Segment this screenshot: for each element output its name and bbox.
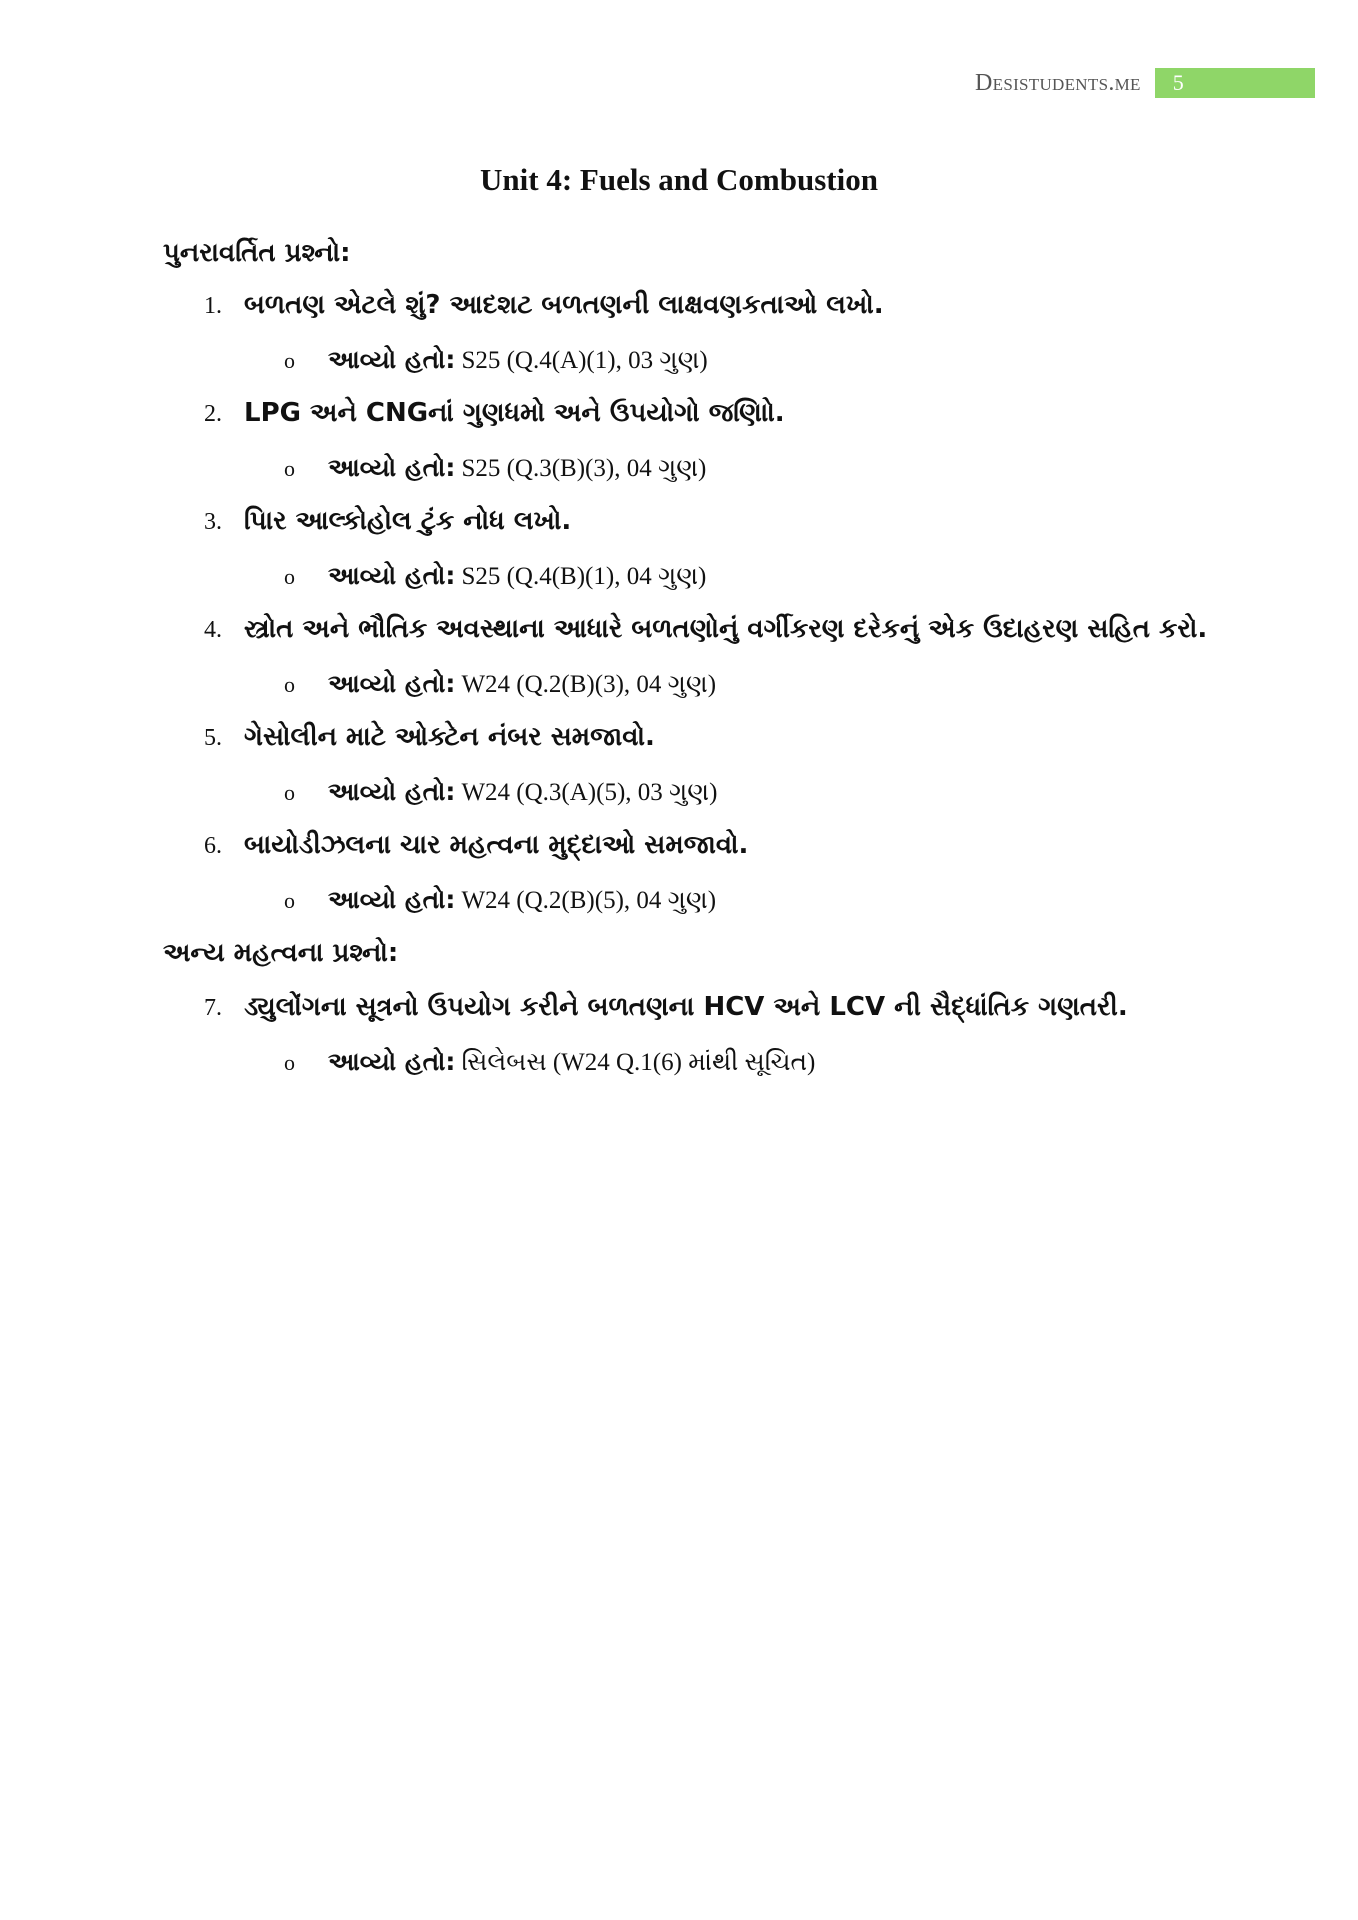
asked-item (284, 561, 706, 591)
question-item (204, 992, 1128, 1023)
question-text: ગેસોલીન માટે ઓક્ટેન નંબર સમજાવો. (244, 722, 655, 752)
asked-label: આવ્યો હતો: (328, 561, 456, 590)
bullet-icon: o (284, 348, 295, 373)
asked-label: આવ્યો હતો: (328, 777, 456, 806)
asked-item (284, 669, 716, 699)
question-text: સ્ત્રોત અને ભૌતિક અવસ્થાના આધારે બળતણોનું વર્ગીકરણ દરેકનું એક ઉદાહરણ સહિત કરો. (244, 614, 1208, 644)
bullet-icon: o (284, 456, 295, 481)
question-text: પાિર આલ્કોહોલ ટુંક નોધ લખો. (244, 506, 572, 536)
question-item (204, 290, 884, 321)
question-item (204, 398, 785, 429)
question-number: 5. (204, 725, 222, 751)
bullet-icon: o (284, 564, 295, 589)
asked-value: W24 (Q.3(A)(5), 03 ગુણ) (461, 779, 718, 806)
site-name: Desistudents.me (975, 70, 1141, 96)
asked-value: W24 (Q.2(B)(5), 04 ગુણ) (461, 887, 717, 914)
asked-label: આવ્યો હતો: (328, 345, 456, 374)
asked-value: S25 (Q.4(B)(1), 04 ગુણ) (461, 563, 707, 590)
question-item (204, 722, 655, 753)
asked-label: આવ્યો હતો: (328, 1047, 456, 1076)
bullet-icon: o (284, 1050, 295, 1075)
asked-item (284, 1047, 815, 1077)
question-item (204, 614, 1207, 645)
asked-value: સિલેબસ (W24 Q.1(6) માંથી સૂચિત) (461, 1049, 816, 1076)
asked-label: આવ્યો હતો: (328, 453, 456, 482)
question-item (204, 506, 571, 537)
bullet-icon: o (284, 672, 295, 697)
question-text: બળતણ એટલે શું? આદશટ બળતણની લાક્ષવણકતાઓ લખો. (244, 290, 884, 320)
question-number: 4. (204, 617, 222, 643)
asked-label: આવ્યો હતો: (328, 885, 456, 914)
asked-item (284, 453, 706, 483)
asked-item (284, 885, 716, 915)
asked-item (284, 777, 717, 807)
question-number: 1. (204, 293, 222, 319)
question-number: 7. (204, 995, 222, 1021)
section-heading-repeated: પુનરાવર્તિત પ્રશ્નો: (163, 238, 351, 268)
section-heading-other: અન્ય મહત્વના પ્રશ્નો: (163, 938, 399, 968)
question-number: 3. (204, 509, 222, 535)
asked-item (284, 345, 708, 375)
asked-value: S25 (Q.3(B)(3), 04 ગુણ) (461, 455, 707, 482)
question-text: LPG અને CNGનાં ગુણધમો અને ઉપયોગો જણાિો. (244, 398, 785, 428)
bullet-icon: o (284, 888, 295, 913)
question-number: 2. (204, 401, 222, 427)
question-item (204, 830, 748, 861)
page-header (975, 68, 1315, 98)
page-title: Unit 4: Fuels and Combustion (480, 162, 878, 197)
question-number: 6. (204, 833, 222, 859)
bullet-icon: o (284, 780, 295, 805)
asked-value: S25 (Q.4(A)(1), 03 ગુણ) (461, 347, 708, 374)
question-text: ડ્યુલોંગના સૂત્રનો ઉપયોગ કરીને બળતણના HCV અને LCV ની સૈદ્ધાંતિક ગણતરી. (244, 992, 1128, 1022)
page-number-badge: 5 (1155, 68, 1315, 98)
asked-label: આવ્યો હતો: (328, 669, 456, 698)
asked-value: W24 (Q.2(B)(3), 04 ગુણ) (461, 671, 717, 698)
question-text: બાયોડીઝલના ચાર મહત્વના મુદ્દાઓ સમજાવો. (244, 830, 749, 860)
